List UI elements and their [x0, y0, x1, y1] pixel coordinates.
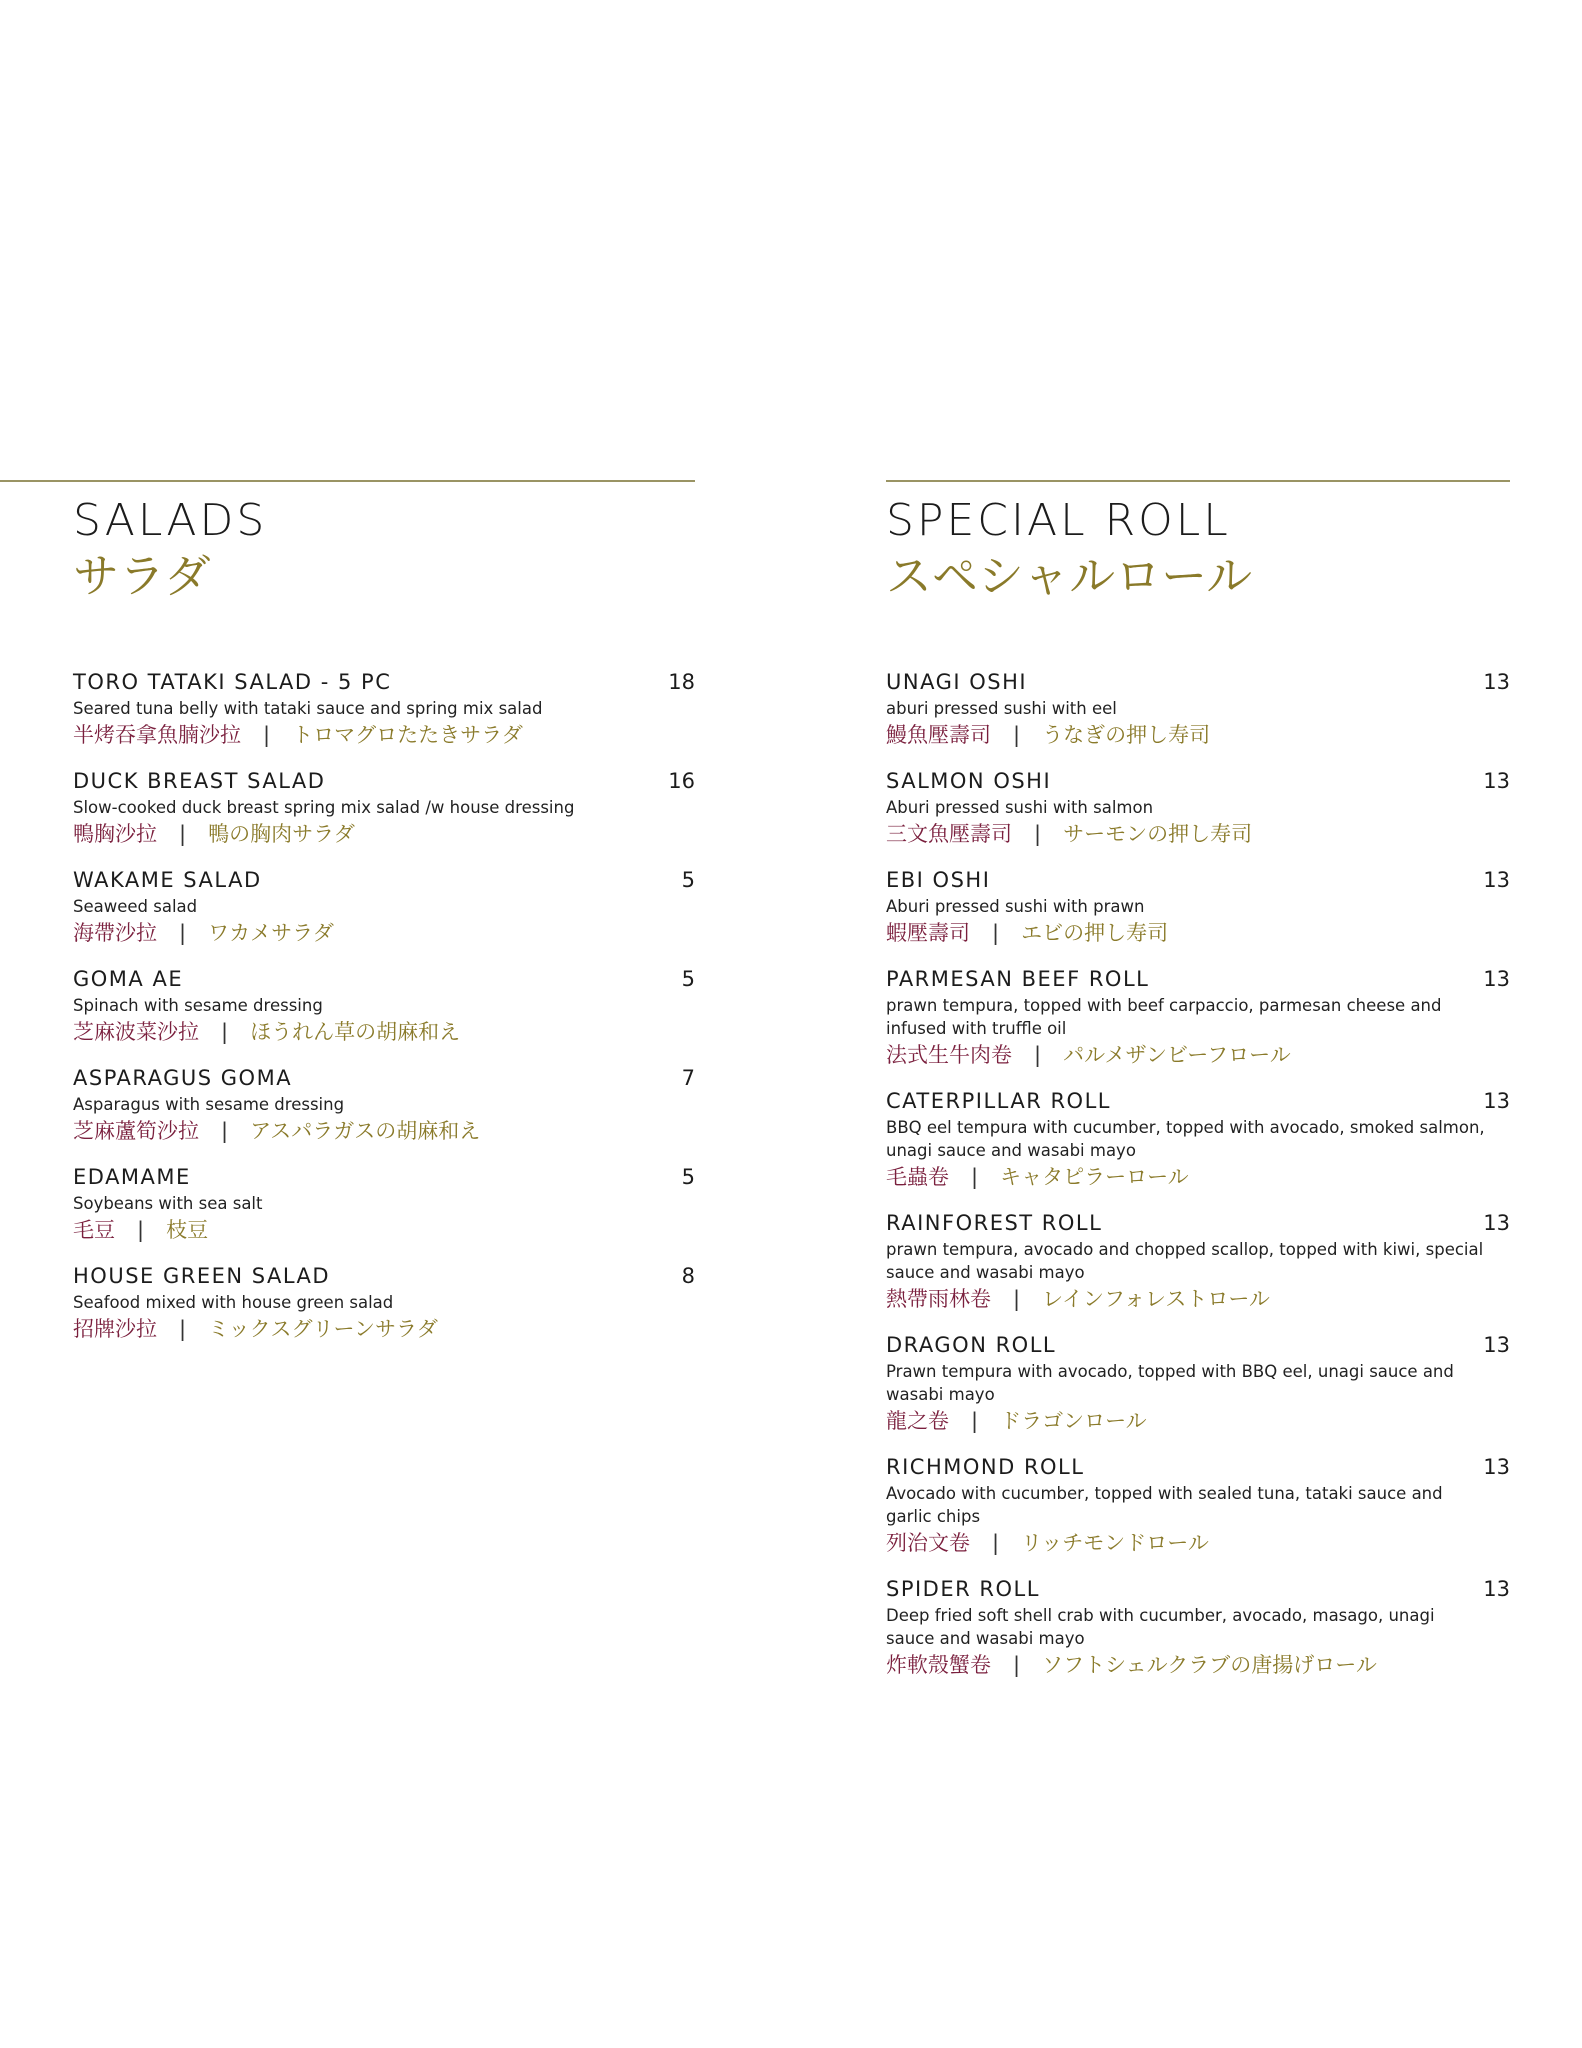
item-price: 13 — [1483, 1455, 1510, 1479]
item-price: 13 — [1483, 1333, 1510, 1357]
item-name: DRAGON ROLL — [886, 1333, 1057, 1357]
menu-item — [886, 669, 1510, 749]
item-name: GOMA AE — [73, 967, 184, 991]
item-japanese-name: うなぎの押し寿司 — [1042, 723, 1211, 747]
menu-item — [886, 1088, 1510, 1191]
name-separator: | — [1013, 723, 1021, 747]
item-local-names — [886, 1163, 1510, 1191]
name-separator: | — [179, 921, 187, 945]
name-separator: | — [137, 1218, 145, 1242]
menu-item — [73, 768, 695, 848]
item-description: Aburi pressed sushi with prawn — [886, 897, 1145, 916]
item-local-names — [886, 1651, 1510, 1679]
item-local-names — [886, 1407, 1510, 1435]
item-price: 13 — [1483, 967, 1510, 991]
item-local-names — [73, 820, 695, 848]
item-local-names — [73, 1315, 695, 1343]
item-local-names — [73, 919, 695, 947]
name-separator: | — [221, 1119, 229, 1143]
item-name: PARMESAN BEEF ROLL — [886, 967, 1150, 991]
item-price: 13 — [1483, 670, 1510, 694]
item-name: TORO TATAKI SALAD - 5 PC — [73, 670, 392, 694]
item-description: BBQ eel tempura with cucumber, topped with avocado, smoked salmon, unagi sauce and wasabi mayo — [886, 1118, 1485, 1160]
menu-item — [886, 768, 1510, 848]
menu-item — [886, 867, 1510, 947]
special-roll-divider — [886, 480, 1510, 482]
item-japanese-name: ドラゴンロール — [1000, 1409, 1147, 1433]
item-chinese-name: 招牌沙拉 — [73, 1317, 157, 1341]
name-separator: | — [992, 921, 1000, 945]
item-japanese-name: ほうれん草の胡麻和え — [250, 1020, 461, 1044]
item-name: DUCK BREAST SALAD — [73, 769, 326, 793]
item-description: Asparagus with sesame dressing — [73, 1095, 345, 1114]
menu-item — [73, 1164, 695, 1244]
item-price: 8 — [681, 1264, 695, 1288]
item-local-names — [73, 1018, 695, 1046]
item-name: EDAMAME — [73, 1165, 191, 1189]
item-description: Deep fried soft shell crab with cucumber, avocado, masago, unagi sauce and wasabi mayo — [886, 1606, 1435, 1648]
item-description: aburi pressed sushi with eel — [886, 699, 1117, 718]
menu-item — [886, 966, 1510, 1069]
menu-item — [73, 1263, 695, 1343]
item-japanese-name: ワカメサラダ — [208, 921, 334, 945]
item-japanese-name: ソフトシェルクラブの唐揚げロール — [1042, 1653, 1377, 1677]
item-japanese-name: トロマグロたたきサラダ — [292, 723, 523, 747]
item-description: prawn tempura, topped with beef carpaccio, parmesan cheese and infused with truffle oil — [886, 996, 1442, 1038]
item-japanese-name: 鴨の胸肉サラダ — [208, 822, 355, 846]
item-local-names — [886, 1529, 1510, 1557]
item-japanese-name: サーモンの押し寿司 — [1063, 822, 1253, 846]
menu-item — [73, 1065, 695, 1145]
item-name: HOUSE GREEN SALAD — [73, 1264, 331, 1288]
item-name: SALMON OSHI — [886, 769, 1052, 793]
item-japanese-name: エビの押し寿司 — [1021, 921, 1169, 945]
item-description: Aburi pressed sushi with salmon — [886, 798, 1154, 817]
item-price: 13 — [1483, 1577, 1510, 1601]
item-description: Seafood mixed with house green salad — [73, 1293, 394, 1312]
item-japanese-name: パルメザンビーフロール — [1063, 1043, 1291, 1067]
menu-item — [73, 669, 695, 749]
item-name: RAINFOREST ROLL — [886, 1211, 1103, 1235]
name-separator: | — [992, 1531, 1000, 1555]
item-chinese-name: 芝麻波菜沙拉 — [73, 1020, 199, 1044]
item-price: 13 — [1483, 1089, 1510, 1113]
item-local-names — [73, 1216, 695, 1244]
item-local-names — [73, 721, 695, 749]
salads-subtitle: サラダ — [73, 549, 211, 603]
special-roll-section — [886, 480, 1510, 1698]
name-separator: | — [1034, 1043, 1042, 1067]
item-japanese-name: 枝豆 — [166, 1218, 209, 1242]
item-price: 7 — [681, 1066, 695, 1090]
item-chinese-name: 鰻魚壓壽司 — [886, 723, 991, 747]
menu-item — [886, 1332, 1510, 1435]
item-japanese-name: キャタピラーロール — [1000, 1165, 1189, 1189]
name-separator: | — [221, 1020, 229, 1044]
item-name: CATERPILLAR ROLL — [886, 1089, 1111, 1113]
item-local-names — [886, 1041, 1510, 1069]
salads-title: SALADS — [73, 495, 268, 546]
menu-item — [73, 966, 695, 1046]
item-local-names — [886, 919, 1510, 947]
item-name: WAKAME SALAD — [73, 868, 262, 892]
salads-list — [73, 669, 695, 1343]
item-price: 13 — [1483, 868, 1510, 892]
item-local-names — [886, 820, 1510, 848]
item-japanese-name: ミックスグリーンサラダ — [208, 1317, 438, 1341]
name-separator: | — [263, 723, 271, 747]
item-price: 16 — [668, 769, 695, 793]
name-separator: | — [971, 1165, 979, 1189]
item-chinese-name: 鴨胸沙拉 — [73, 822, 157, 846]
item-description: Spinach with sesame dressing — [73, 996, 323, 1015]
special-roll-subtitle: スペシャルロール — [886, 549, 1253, 603]
item-description: Avocado with cucumber, topped with sealed tuna, tataki sauce and garlic chips — [886, 1484, 1443, 1526]
item-name: ASPARAGUS GOMA — [73, 1066, 293, 1090]
item-description: prawn tempura, avocado and chopped scallop, topped with kiwi, special sauce and wasabi mayo — [886, 1240, 1484, 1282]
item-japanese-name: アスパラガスの胡麻和え — [250, 1119, 481, 1143]
item-price: 18 — [668, 670, 695, 694]
item-description: Soybeans with sea salt — [73, 1194, 263, 1213]
item-chinese-name: 毛豆 — [73, 1218, 115, 1242]
item-chinese-name: 三文魚壓壽司 — [886, 822, 1012, 846]
item-price: 5 — [681, 967, 695, 991]
item-chinese-name: 毛蟲卷 — [886, 1165, 949, 1189]
special-roll-title: SPECIAL ROLL — [886, 495, 1231, 546]
special-roll-list — [886, 669, 1510, 1679]
item-description: Slow-cooked duck breast spring mix salad /w house dressing — [73, 798, 575, 817]
salads-section — [0, 480, 695, 1362]
item-japanese-name: リッチモンドロール — [1021, 1531, 1209, 1555]
item-price: 5 — [681, 868, 695, 892]
name-separator: | — [1013, 1653, 1021, 1677]
menu-item — [886, 1210, 1510, 1313]
item-chinese-name: 蝦壓壽司 — [886, 921, 970, 945]
salads-divider — [0, 480, 695, 482]
item-description: Seared tuna belly with tataki sauce and spring mix salad — [73, 699, 543, 718]
name-separator: | — [971, 1409, 979, 1433]
item-chinese-name: 炸軟殼蟹卷 — [886, 1653, 991, 1677]
item-chinese-name: 芝麻蘆筍沙拉 — [73, 1119, 199, 1143]
item-chinese-name: 龍之卷 — [886, 1409, 949, 1433]
item-chinese-name: 海帶沙拉 — [73, 921, 157, 945]
item-name: EBI OSHI — [886, 868, 991, 892]
name-separator: | — [179, 822, 187, 846]
menu-item — [886, 1576, 1510, 1679]
item-chinese-name: 熱帶雨林卷 — [886, 1287, 991, 1311]
item-japanese-name: レインフォレストロール — [1042, 1287, 1270, 1311]
item-description: Prawn tempura with avocado, topped with BBQ eel, unagi sauce and wasabi mayo — [886, 1362, 1454, 1404]
name-separator: | — [179, 1317, 187, 1341]
name-separator: | — [1034, 822, 1042, 846]
item-name: RICHMOND ROLL — [886, 1455, 1085, 1479]
item-name: SPIDER ROLL — [886, 1577, 1040, 1601]
item-chinese-name: 法式生牛肉卷 — [886, 1043, 1012, 1067]
menu-item — [73, 867, 695, 947]
item-price: 5 — [681, 1165, 695, 1189]
item-local-names — [886, 721, 1510, 749]
item-name: UNAGI OSHI — [886, 670, 1028, 694]
item-local-names — [73, 1117, 695, 1145]
item-local-names — [886, 1285, 1510, 1313]
menu-item — [886, 1454, 1510, 1557]
item-chinese-name: 列治文卷 — [886, 1531, 970, 1555]
item-description: Seaweed salad — [73, 897, 198, 916]
item-chinese-name: 半烤吞拿魚腩沙拉 — [73, 723, 241, 747]
item-price: 13 — [1483, 1211, 1510, 1235]
name-separator: | — [1013, 1287, 1021, 1311]
item-price: 13 — [1483, 769, 1510, 793]
